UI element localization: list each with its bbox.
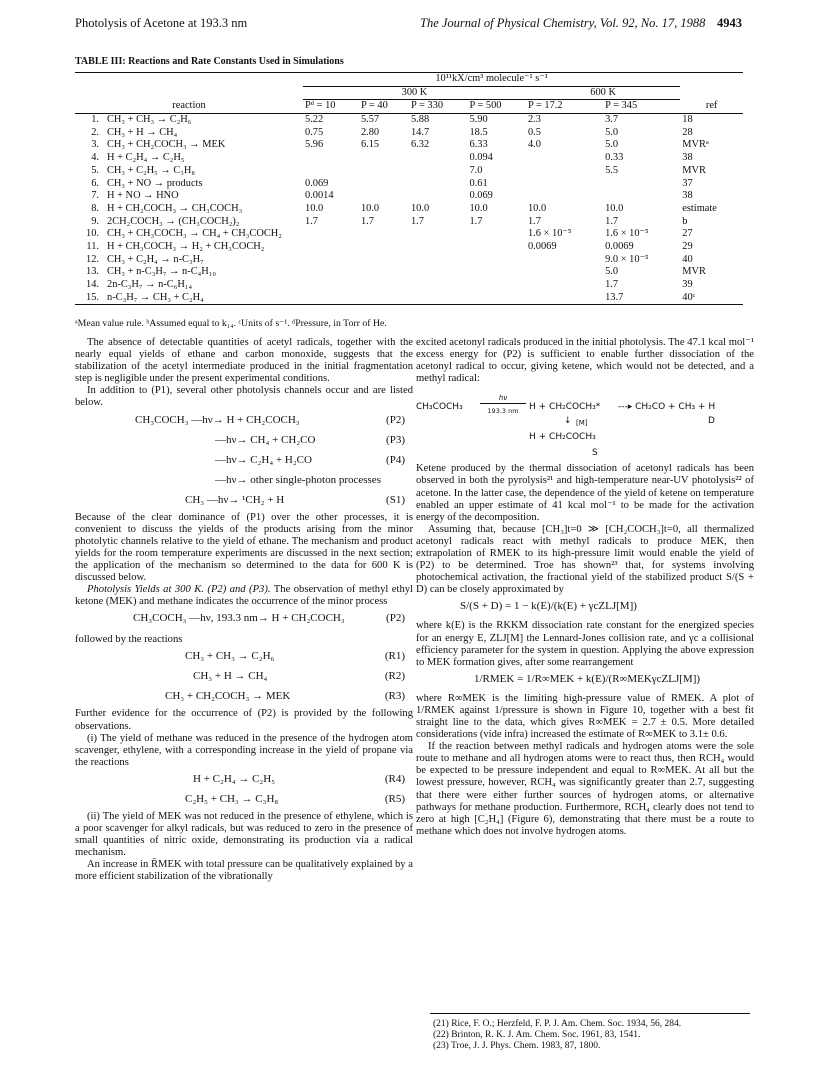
rate-constant-cell: 3.7 bbox=[605, 114, 619, 126]
equation-p2-repeat: CH₃COCH₃ —hν, 193.3 nm→ H + CH₂COCH₃ (P2) bbox=[133, 612, 405, 625]
scheme-hv: hν bbox=[498, 394, 508, 403]
reaction-cell bbox=[75, 279, 303, 292]
paragraph: excited acetonyl radicals produced in the initial photolysis. The 47.1 kcal mol⁻¹ excess energy for (P2) is sufficient to enable further dissociation of the acetonyl radical to occur, giving ketene, which would not be detected, and a methyl radical: bbox=[416, 337, 754, 385]
rate-constant-cell: 1.6 × 10⁻⁵ bbox=[605, 228, 649, 240]
rate-constant-cell: 1.7 bbox=[410, 215, 424, 227]
reaction-equation: n-C₃H₇ → CH₃ + C₂H₄ bbox=[107, 291, 204, 303]
reaction-equation: CH₃ + C₂H₄ → n-C₃H₇ bbox=[107, 253, 204, 265]
reaction-cell bbox=[75, 241, 303, 254]
reaction-equation: H + NO → HNO bbox=[107, 190, 179, 202]
paragraph: If the reaction between methyl radicals and hydrogen atoms were the sole route to methane and all hydrogen atoms were to react thus, then RCH₄ would be expected to be pressure independent and equal to R∞MEK. At all but the lowest pressure, however, RCH₄ was significantly greater than 2.7, suggesting that there were either further sources of hydrogen atoms, or alternative pathways for methane production. Furthermore, RCH₄ clearly does not tend to zero at high [C₂H₄] (Figure 6), demonstrating that there must be a route to methane which does not involve hydrogen atoms. bbox=[416, 741, 754, 837]
scheme-label-d: D bbox=[708, 416, 715, 427]
reference-item: (21) Rice, F. O.; Herzfeld, F. P. J. Am. Chem. Soc. 1934, 56, 284. bbox=[433, 1019, 682, 1029]
equation-troe: S/(S + D) = 1 − k(E)/(k(E) + γcZLJ[M]) bbox=[460, 600, 637, 613]
rate-constant-cell bbox=[526, 165, 603, 178]
rate-constant-cell bbox=[467, 292, 525, 305]
references bbox=[430, 1013, 750, 1052]
reaction-equation: CH₃ + CH₃COCH₃ → CH₄ + CH₃COCH₂ bbox=[107, 228, 282, 240]
reference-cell: 38 bbox=[682, 190, 693, 202]
paragraph: Photolysis Yields at 300 K. (P2) and (P3). The observation of methyl ethyl ketone (MEK) and methane indicates the occurrence of the minor process bbox=[75, 584, 413, 608]
scheme-products: ---▸ CH₂CO + CH₃ + H bbox=[618, 402, 716, 413]
rate-constant-cell: 5.0 bbox=[605, 139, 619, 151]
table-row bbox=[75, 152, 743, 165]
equation-r3: CH₃ + CH₂COCH₃ → MEK (R3) bbox=[165, 690, 405, 703]
table-row bbox=[75, 114, 743, 127]
rate-constant-cell bbox=[526, 178, 603, 191]
table-row bbox=[75, 292, 743, 305]
reaction-equation: H + CH₂COCH₃ → CH₃COCH₃ bbox=[107, 202, 243, 214]
equation-p4: —hν→ C₂H₄ + H₂CO (P4) bbox=[215, 453, 405, 466]
rate-constant-cell bbox=[526, 152, 603, 165]
paragraph: where R∞MEK is the limiting high-pressure value of RMEK. A plot of 1/RMEK against 1/pressure is shown in Figure 10, together with a best fit straight line to the data, which gives R∞MEK = 2.7 ± 0.5. More detailed considerations (vide infra) increased the estimate of R∞MEK to 3.1± 0.6. bbox=[416, 692, 754, 741]
table-footnote: ᵃMean value rule. ᵇAssumed equal to k₁₄. ᶜUnits of s⁻¹. ᵈPressure, in Torr of He. bbox=[75, 318, 387, 329]
rate-constant-cell: 0.069 bbox=[469, 190, 493, 202]
right-column bbox=[416, 337, 754, 838]
reaction-number: 6. bbox=[91, 177, 99, 189]
reaction-equation: 2n-C₃H₇ → n-C₆H₁₄ bbox=[107, 279, 193, 290]
rate-constant-cell bbox=[409, 190, 467, 203]
equation-mek: 1/RMEK = 1/R∞MEK + k(E)/(R∞MEKγcZLJ[M]) bbox=[474, 672, 701, 685]
scheme-label-s: S bbox=[592, 448, 598, 459]
paragraph: (i) The yield of methane was reduced in the presence of the hydrogen atom scavenger, ethylene, with a corresponding increase in the yield of propane via the reactions bbox=[75, 732, 413, 768]
running-header bbox=[75, 16, 742, 32]
units-header: 10¹¹kX/cm³ molecule⁻¹ s⁻¹ bbox=[435, 73, 548, 84]
section-heading: Photolysis Yields at 300 K. (P2) and (P3). bbox=[87, 584, 271, 596]
scheme-down-arrow: ↓ bbox=[564, 416, 572, 427]
scheme-stabilized: H + CH₂COCH₃ bbox=[529, 432, 596, 443]
reaction-number: 11. bbox=[86, 240, 99, 252]
temp-600-header: 600 K bbox=[526, 86, 680, 100]
rate-constant-cell bbox=[467, 228, 525, 241]
rate-constant-cell: 5.88 bbox=[410, 114, 430, 126]
rate-constant-cell: 0.094 bbox=[469, 152, 493, 164]
paragraph: (ii) The yield of MEK was not reduced in the presence of ethylene, which is a poor scavenger for alkyl radicals, but was reduced to zero in the presence of small quantities of nitric oxide, demonstrating its production via a radical mechanism. bbox=[75, 810, 413, 859]
rate-constant-cell bbox=[359, 178, 409, 191]
rate-constant-cell: 1.7 bbox=[360, 215, 374, 227]
reaction-number: 13. bbox=[86, 266, 99, 278]
paragraph: The absence of detectable quantities of acetyl radicals, together with the nearly equal yields of ethane and carbon monoxide, suggests that the stabilization of the acetyl intermediate produced in the initial fragmentation step is negligible under the present experimental conditions. bbox=[75, 337, 413, 385]
table-row bbox=[75, 216, 743, 229]
rate-constant-cell: 7.0 bbox=[469, 164, 483, 176]
rate-constant-cell bbox=[467, 254, 525, 267]
reaction-cell bbox=[75, 216, 303, 229]
rate-constant-cell: 0.069 bbox=[305, 177, 329, 189]
reaction-equation: CH₃ + CH₂COCH₃ → MEK bbox=[107, 139, 226, 151]
rate-constant-cell bbox=[409, 292, 467, 305]
rate-constant-cell bbox=[409, 241, 467, 254]
rate-constant-cell: 0.33 bbox=[605, 152, 624, 164]
reaction-cell bbox=[75, 152, 303, 165]
table-row bbox=[75, 228, 743, 241]
reference-cell: 29 bbox=[682, 240, 693, 252]
reference-cell: 40ᶜ bbox=[682, 291, 696, 303]
rate-constant-cell bbox=[467, 279, 525, 292]
reaction-equation: CH₃ + H → CH₄ bbox=[107, 126, 178, 138]
reference-item: (22) Brinton, R. K. J. Am. Chem. Soc. 1961, 83, 1541. bbox=[433, 1030, 641, 1040]
pressure-header: P = 40 bbox=[359, 100, 409, 114]
scheme-arrow bbox=[480, 403, 526, 404]
reaction-scheme bbox=[416, 389, 754, 459]
reaction-number: 3. bbox=[91, 139, 99, 151]
rate-constant-cell bbox=[303, 279, 359, 292]
rate-constant-cell bbox=[359, 266, 409, 279]
paragraph: In addition to (P1), several other photolysis channels occur and are listed below. bbox=[75, 385, 413, 409]
rate-constant-cell: 13.7 bbox=[605, 291, 624, 303]
rate-constant-cell bbox=[409, 279, 467, 292]
rate-constant-cell bbox=[409, 152, 467, 165]
reference-cell: 27 bbox=[682, 228, 693, 240]
rate-constant-cell: 6.33 bbox=[469, 139, 488, 151]
reaction-number: 10. bbox=[86, 228, 99, 240]
rate-constant-cell bbox=[303, 292, 359, 305]
reference-cell: 38 bbox=[682, 152, 693, 164]
reaction-equation: H + CH₃COCH₃ → H₂ + CH₃COCH₂ bbox=[107, 240, 265, 252]
reaction-cell bbox=[75, 228, 303, 241]
rate-constant-cell bbox=[303, 152, 359, 165]
reference-cell: 40 bbox=[682, 253, 693, 265]
rate-constant-cell: 5.22 bbox=[305, 114, 324, 126]
rate-constant-cell: 18.5 bbox=[469, 126, 488, 138]
rate-constant-cell bbox=[303, 254, 359, 267]
reaction-number: 2. bbox=[91, 126, 99, 138]
rate-constant-cell: 0.0014 bbox=[305, 190, 334, 202]
paragraph: An increase in R̄MEK with total pressure can be qualitatively explained by a more efficient stabilization of the vibrationally bbox=[75, 859, 413, 883]
rate-constant-cell: 1.7 bbox=[605, 215, 619, 227]
rate-constant-cell: 0.75 bbox=[305, 126, 324, 138]
rate-constant-cell bbox=[359, 292, 409, 305]
rate-constant-cell bbox=[303, 165, 359, 178]
paragraph: Because of the clear dominance of (P1) over the other processes, it is convenient to discuss the yields of the products arising from the minor photolytic channels relative to the yield of ethane. The mechanism and product yields for the room temperature experiments are discussed in the next section; the application of the mechanism so determined to the data for 600 K is discussed below. bbox=[75, 511, 413, 584]
rate-constant-cell bbox=[467, 241, 525, 254]
rate-constant-cell: 0.5 bbox=[527, 126, 541, 138]
reaction-header: reaction bbox=[172, 100, 206, 112]
reference-cell: 39 bbox=[682, 279, 693, 290]
reaction-number: 15. bbox=[86, 291, 99, 303]
rate-constant-cell bbox=[526, 292, 603, 305]
rate-constant-table bbox=[75, 72, 743, 305]
reference-cell: MVR bbox=[682, 164, 706, 176]
rate-constant-cell bbox=[409, 254, 467, 267]
table-row bbox=[75, 279, 743, 292]
rate-constant-cell bbox=[603, 190, 680, 203]
reaction-number: 4. bbox=[91, 152, 99, 164]
rate-constant-cell bbox=[303, 266, 359, 279]
table-row bbox=[75, 241, 743, 254]
rate-constant-cell: 2.80 bbox=[360, 126, 380, 138]
reaction-cell bbox=[75, 254, 303, 267]
rate-constant-cell: 10.0 bbox=[360, 202, 380, 214]
rate-constant-cell bbox=[359, 254, 409, 267]
rate-constant-cell: 4.0 bbox=[527, 139, 541, 151]
page-number: 4943 bbox=[717, 16, 742, 30]
table-row bbox=[75, 203, 743, 216]
pressure-header: Pᵈ = 10 bbox=[303, 100, 359, 114]
reference-cell: MVRᵃ bbox=[682, 139, 709, 151]
rate-constant-cell: 0.61 bbox=[469, 177, 488, 189]
equation-r2: CH₃ + H → CH₄ (R2) bbox=[193, 670, 405, 683]
paragraph: Further evidence for the occurrence of (P2) is provided by the following observations. bbox=[75, 708, 413, 732]
table-row bbox=[75, 165, 743, 178]
rate-constant-cell: 6.15 bbox=[360, 139, 380, 151]
reaction-cell bbox=[75, 292, 303, 305]
paragraph: followed by the reactions bbox=[75, 634, 183, 646]
rate-constant-cell bbox=[526, 279, 603, 292]
pressure-header: P = 500 bbox=[467, 100, 525, 114]
reaction-cell bbox=[75, 139, 303, 152]
pressure-header: P = 345 bbox=[603, 100, 680, 114]
scheme-intermediate: H + CH₂COCH₃* bbox=[529, 402, 601, 413]
reaction-equation: CH₃ + C₂H₅ → C₃H₈ bbox=[107, 164, 196, 176]
rate-constant-cell bbox=[359, 190, 409, 203]
table-row bbox=[75, 190, 743, 203]
paragraph: Assuming that, because [CH₃]t=0 ≫ [CH₂COCH₃]t=0, all thermalized acetonyl radicals react with methyl radicals to produce MEK, then extrapolation of RMEK to its high-pressure limit would enable the yield of (P2) to be determined. Troe has shown²³ that, for systems involving photochemical activation, the fractional yield of the stabilized product S/(S + D) can be closely approximated by bbox=[416, 523, 754, 596]
table-row bbox=[75, 127, 743, 140]
reference-cell: 28 bbox=[682, 126, 693, 138]
rate-constant-cell bbox=[359, 241, 409, 254]
rate-constant-cell: 1.6 × 10⁻⁵ bbox=[527, 228, 572, 240]
rate-constant-cell bbox=[359, 165, 409, 178]
left-column bbox=[75, 337, 413, 883]
rate-constant-cell bbox=[467, 266, 525, 279]
reaction-number: 7. bbox=[91, 190, 99, 202]
table-row bbox=[75, 266, 743, 279]
reaction-cell bbox=[75, 114, 303, 127]
paragraph: where k(E) is the RKKM dissociation rate constant for the energized species for an energy E, ZLJ[M] the Lennard-Jones collision rate, and γc a collisional efficiency parameter for the system in question. Applying the above expression to MEK formation gives, after some rearrangement bbox=[416, 620, 754, 668]
rate-constant-cell: 0.0069 bbox=[605, 240, 634, 252]
rate-constant-cell bbox=[409, 228, 467, 241]
rate-constant-cell: 1.7 bbox=[305, 215, 318, 227]
rate-constant-cell: 2.3 bbox=[527, 114, 541, 126]
ref-header: ref bbox=[705, 100, 718, 112]
scheme-reactant: CH₃COCH₃ bbox=[416, 402, 463, 413]
rate-constant-cell: 1.7 bbox=[469, 215, 483, 227]
reference-cell: 37 bbox=[682, 177, 693, 189]
rate-constant-cell: 5.90 bbox=[469, 114, 488, 126]
rate-constant-cell bbox=[303, 228, 359, 241]
reaction-cell bbox=[75, 178, 303, 191]
pressure-header: P = 17.2 bbox=[526, 100, 603, 114]
reference-cell: MVR bbox=[682, 266, 706, 278]
equation-p2: CH₃COCH₃ —hν→ H + CH₂COCH₃ (P2) bbox=[135, 413, 405, 426]
scheme-label-m: [M] bbox=[576, 419, 588, 428]
reaction-number: 12. bbox=[86, 253, 99, 265]
header-journal: The Journal of Physical Chemistry, Vol. 92, No. 17, 1988 bbox=[420, 16, 706, 30]
reaction-number: 14. bbox=[86, 279, 99, 290]
reaction-number: 5. bbox=[91, 164, 99, 176]
reaction-number: 8. bbox=[91, 202, 99, 214]
rate-constant-cell bbox=[526, 254, 603, 267]
rate-constant-cell bbox=[359, 228, 409, 241]
rate-constant-cell bbox=[409, 266, 467, 279]
rate-constant-cell: 5.57 bbox=[360, 114, 380, 126]
reaction-cell bbox=[75, 190, 303, 203]
rate-constant-cell bbox=[359, 279, 409, 292]
table-title: TABLE III: Reactions and Rate Constants Used in Simulations bbox=[75, 56, 344, 67]
rate-constant-cell: 1.7 bbox=[605, 279, 619, 290]
rate-constant-cell bbox=[603, 178, 680, 191]
rate-constant-cell: 10.0 bbox=[469, 202, 488, 214]
reaction-cell bbox=[75, 203, 303, 216]
pressure-header: P = 330 bbox=[409, 100, 467, 114]
rate-constant-cell: 5.0 bbox=[605, 126, 619, 138]
rate-constant-cell bbox=[303, 241, 359, 254]
rate-constant-cell: 10.0 bbox=[605, 202, 624, 214]
reaction-equation: CH₃ + CH₃ → C₂H₆ bbox=[107, 114, 192, 126]
table-body bbox=[75, 114, 743, 305]
equation-s1: CH₃ —hν→ ¹CH₂ + H (S1) bbox=[185, 493, 405, 506]
rate-constant-cell: 5.5 bbox=[605, 164, 619, 176]
equation-r1: CH₃ + CH₃ → C₂H₆ (R1) bbox=[185, 650, 405, 663]
rate-constant-cell bbox=[409, 165, 467, 178]
reaction-equation: CH₃ + n-C₃H₇ → n-C₄H₁₀ bbox=[107, 266, 216, 278]
scheme-wavelength: 193.3 nm bbox=[487, 407, 519, 416]
equation-other: —hν→ other single-photon processes bbox=[215, 473, 381, 486]
table-row bbox=[75, 178, 743, 191]
rate-constant-cell: 9.0 × 10⁻⁵ bbox=[605, 253, 649, 265]
rate-constant-cell: 10.0 bbox=[305, 202, 324, 214]
rate-constant-cell: 5.0 bbox=[605, 266, 619, 278]
equation-r5: C₂H₅ + CH₃ → C₃H₈ (R5) bbox=[185, 792, 405, 805]
reference-cell: b bbox=[682, 215, 688, 227]
rate-constant-cell: 5.96 bbox=[305, 139, 324, 151]
rate-constant-cell: 0.0069 bbox=[527, 240, 557, 252]
rate-constant-cell: 6.32 bbox=[410, 139, 430, 151]
rate-constant-cell: 10.0 bbox=[410, 202, 430, 214]
reaction-equation: CH₃ + NO → products bbox=[107, 177, 203, 189]
table-row bbox=[75, 254, 743, 267]
reaction-cell bbox=[75, 266, 303, 279]
reference-item: (23) Troe, J. J. Phys. Chem. 1983, 87, 1800. bbox=[433, 1041, 601, 1051]
paragraph: Ketene produced by the thermal dissociation of acetonyl radicals has been observed in both the pyrolysis²¹ and high-temperature near-UV photolysis²² of acetone. In the latter case, the dependence of the yield of ketene on temperature enabled an upper estimate of 41 kcal mol⁻¹ to be made for the activation energy of the decomposition. bbox=[416, 463, 754, 523]
reaction-number: 1. bbox=[91, 114, 99, 126]
reference-cell: estimate bbox=[682, 202, 717, 214]
table-row bbox=[75, 139, 743, 152]
rate-constant-cell: 14.7 bbox=[410, 126, 430, 138]
rate-constant-cell bbox=[526, 190, 603, 203]
rate-constant-cell: 10.0 bbox=[527, 202, 547, 214]
temp-300-header: 300 K bbox=[303, 86, 526, 100]
equation-r4: H + C₂H₄ → C₂H₅ (R4) bbox=[193, 772, 405, 785]
reaction-equation: 2CH₂COCH₃ → (CH₃COCH₂)₂ bbox=[107, 215, 240, 227]
rate-constant-cell bbox=[526, 266, 603, 279]
reaction-cell bbox=[75, 165, 303, 178]
rate-constant-cell bbox=[409, 178, 467, 191]
reference-cell: 18 bbox=[682, 114, 693, 126]
header-title: Photolysis of Acetone at 193.3 nm bbox=[75, 16, 248, 30]
equation-p3: —hν→ CH₄ + CH₂CO (P3) bbox=[215, 433, 405, 446]
reaction-number: 9. bbox=[91, 215, 99, 227]
rate-constant-cell bbox=[359, 152, 409, 165]
reaction-cell bbox=[75, 127, 303, 140]
reaction-equation: H + C₂H₄ → C₂H₅ bbox=[107, 152, 185, 164]
rate-constant-cell: 1.7 bbox=[527, 215, 541, 227]
